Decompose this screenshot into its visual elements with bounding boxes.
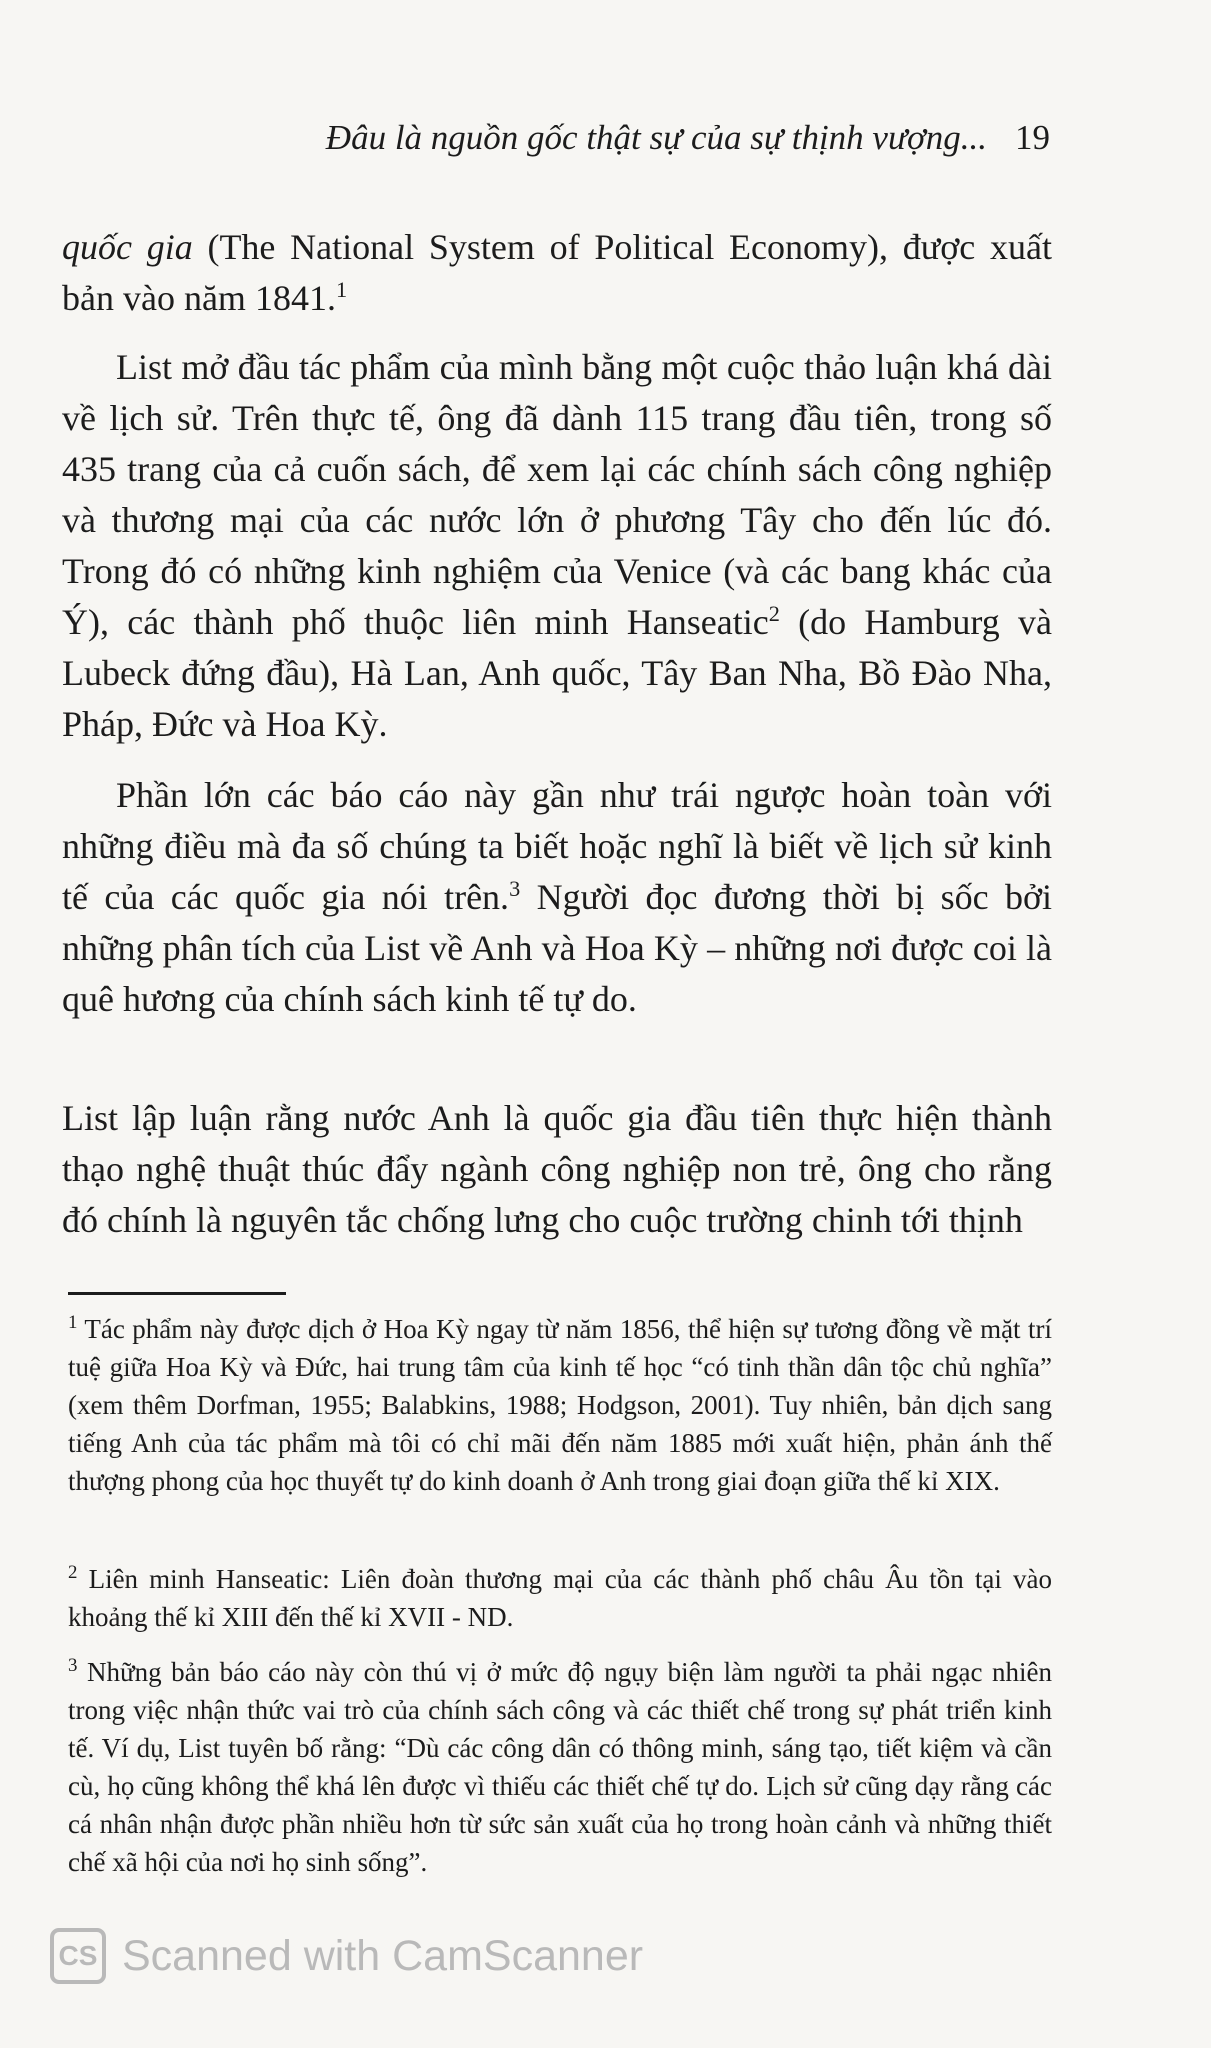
footnote-2 xyxy=(68,1560,1052,1636)
footnote-ref-1: 1 xyxy=(335,277,348,302)
footnote-1-text: Tác phẩm này được dịch ở Hoa Kỳ ngay từ năm 1856, thể hiện sự tương đồng về mặt trí tuệ giữa Hoa Kỳ và Đức, hai trung tâm của kinh tế học “có tinh thần dân tộc chủ nghĩa” (xem thêm Dorfman, 1955; Balabkins, 1988; Hodgson, 2001). Tuy nhiên, bản dịch sang tiếng Anh của tác phẩm mà tôi có chỉ mãi đến năm 1885 mới xuất hiện, phản ánh thế thượng phong của học thuyết tự do kinh doanh ở Anh trong giai đoạn giữa thế kỉ XIX. xyxy=(68,1314,1052,1496)
book-title-italic: quốc gia xyxy=(62,227,193,267)
footnote-2-mark: 2 xyxy=(68,1562,78,1583)
camscanner-text: Scanned with CamScanner xyxy=(122,1931,644,1980)
footnote-2-text: Liên minh Hanseatic: Liên đoàn thương mại của các thành phố châu Âu tồn tại vào khoảng thế kỉ XIII đến thế kỉ XVII - ND. xyxy=(68,1564,1052,1632)
footnote-divider xyxy=(68,1292,286,1295)
paragraph-2-text-b: (do Hamburg và Lubeck đứng đầu), Hà Lan, Anh quốc, Tây Ban Nha, Bồ Đào Nha, Pháp, Đức và Hoa Kỳ. xyxy=(62,602,1052,744)
paragraph-2 xyxy=(62,342,1052,750)
page-number: 19 xyxy=(1015,118,1050,157)
footnote-3-text: Những bản báo cáo này còn thú vị ở mức độ ngụy biện làm người ta phải ngạc nhiên trong việc nhận thức vai trò của chính sách công và các thiết chế trong sự phát triển kinh tế. Ví dụ, List tuyên bố rằng: “Dù các công dân có thông minh, sáng tạo, tiết kiệm và cần cù, họ cũng không thể khá lên được vì thiếu các thiết chế tự do. Lịch sử cũng dạy rằng các cá nhân nhận được phần nhiều hơn từ sức sản xuất của họ trong hoàn cảnh và những thiết chế xã hội của nơi họ sinh sống”. xyxy=(68,1657,1052,1877)
footnote-3-mark: 3 xyxy=(68,1655,78,1676)
paragraph-3 xyxy=(62,770,1052,1025)
running-header xyxy=(0,118,1050,158)
footnote-1 xyxy=(68,1310,1052,1500)
paragraph-1-text: (The National System of Political Economy), được xuất bản vào năm 1841. xyxy=(62,227,1052,318)
camscanner-watermark xyxy=(50,1928,643,1984)
paragraph-1 xyxy=(62,222,1052,324)
paragraph-2-text-a: List mở đầu tác phẩm của mình bằng một cuộc thảo luận khá dài về lịch sử. Trên thực tế, ông đã dành 115 trang đầu tiên, trong số 435 trang của cả cuốn sách, để xem lại các chính sách công nghiệp và thương mại của các nước lớn ở phương Tây cho đến lúc đó. Trong đó có những kinh nghiệm của Venice (và các bang khác của Ý), các thành phố thuộc liên minh Hanseatic xyxy=(62,347,1052,642)
paragraph-4 xyxy=(62,1093,1052,1246)
footnote-3 xyxy=(68,1653,1052,1881)
paragraph-3-text-a: Phần lớn các báo cáo này gần như trái ngược hoàn toàn với những điều mà đa số chúng ta biết hoặc nghĩ là biết về lịch sử kinh tế của các quốc gia nói trên. xyxy=(62,775,1052,917)
running-title: Đâu là nguồn gốc thật sự của sự thịnh vượng... xyxy=(325,118,987,157)
camscanner-logo-icon: CS xyxy=(50,1928,106,1984)
footnote-ref-3: 3 xyxy=(509,876,521,901)
paragraph-3-text-b: Người đọc đương thời bị sốc bởi những phân tích của List về Anh và Hoa Kỳ – những nơi được coi là quê hương của chính sách kinh tế tự do. xyxy=(62,877,1052,1019)
paragraph-4-text: List lập luận rằng nước Anh là quốc gia đầu tiên thực hiện thành thạo nghệ thuật thúc đẩy ngành công nghiệp non trẻ, ông cho rằng đó chính là nguyên tắc chống lưng cho cuộc trường chinh tới thịnh xyxy=(62,1098,1052,1240)
footnote-1-mark: 1 xyxy=(68,1312,78,1333)
footnote-ref-2: 2 xyxy=(768,601,780,626)
